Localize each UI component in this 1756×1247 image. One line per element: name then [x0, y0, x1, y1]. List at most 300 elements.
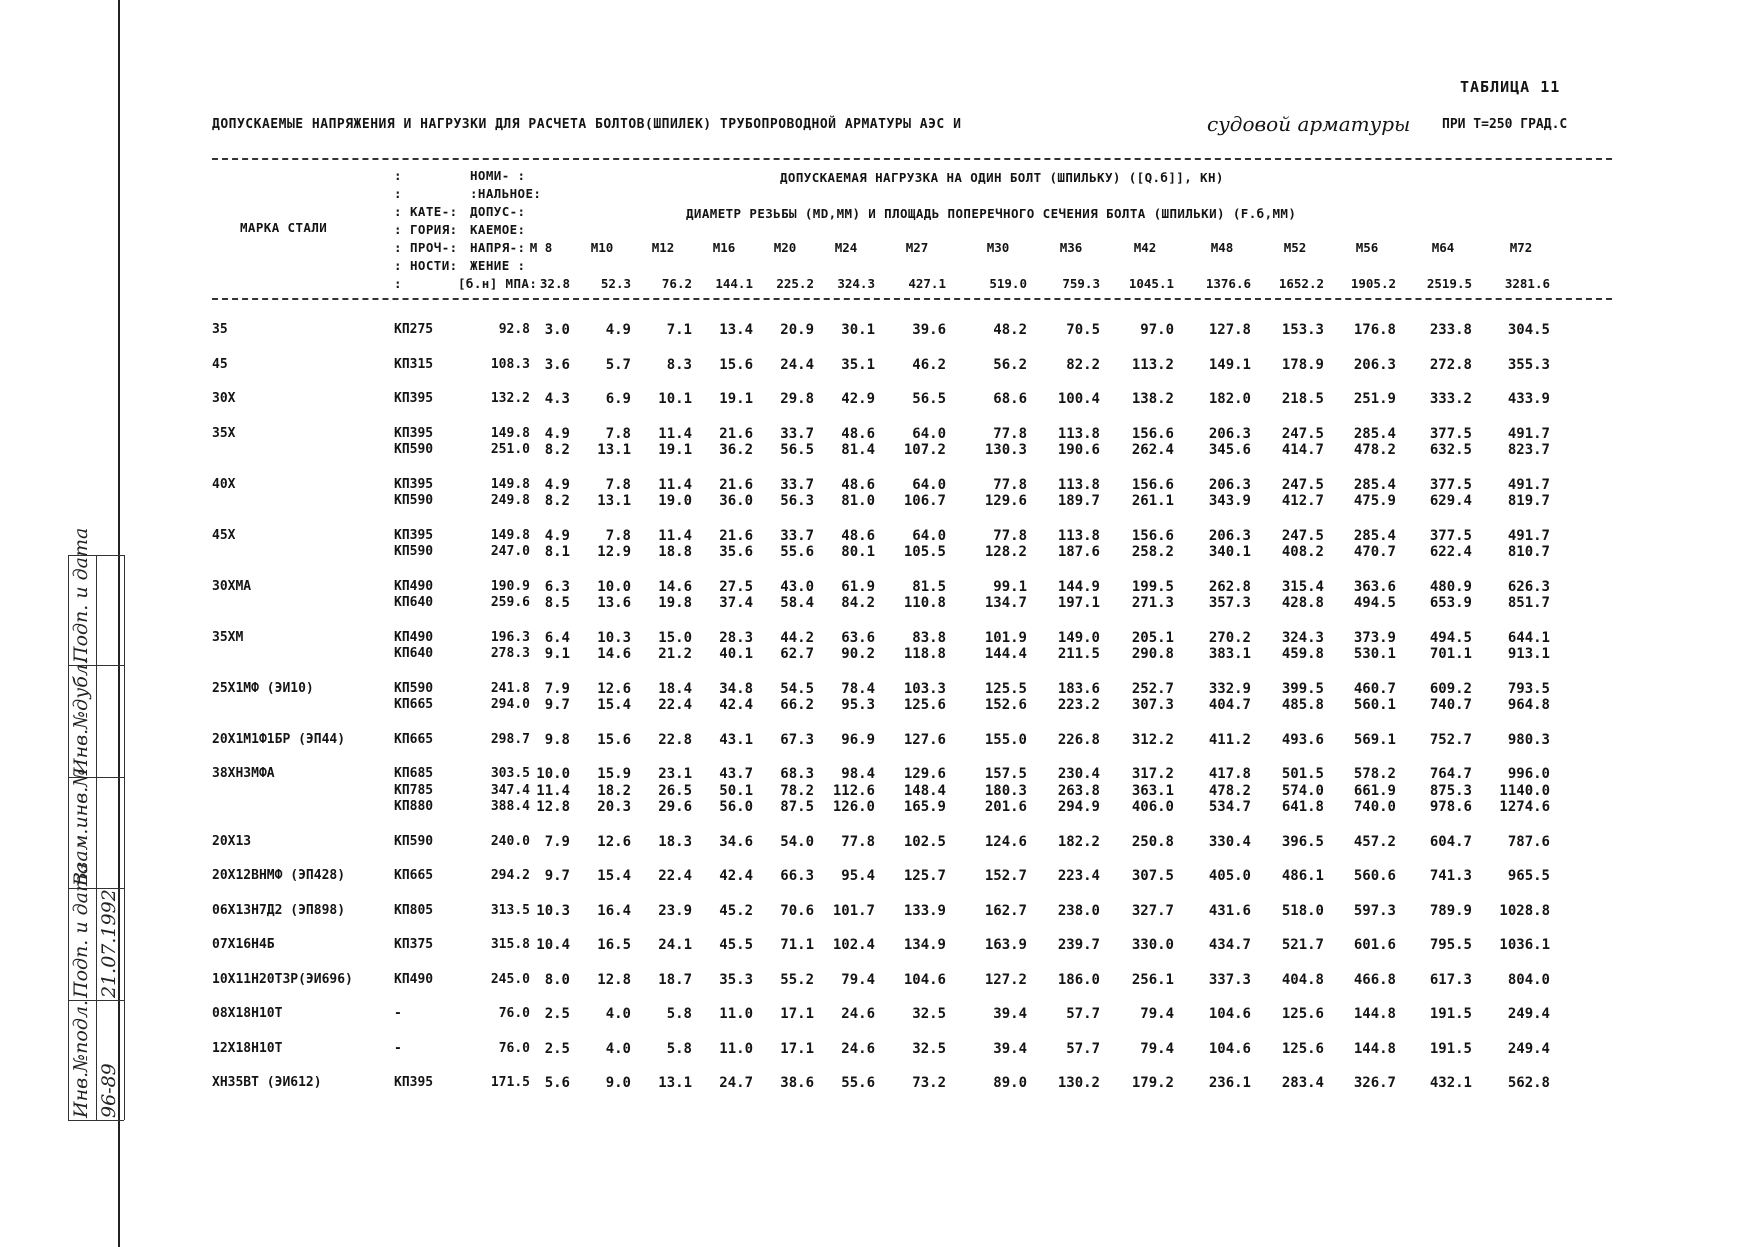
allowable-load: 7.1: [666, 322, 692, 338]
allowable-load: 3.6: [544, 356, 570, 373]
allowable-load: 77.8: [993, 425, 1027, 442]
allowable-stress: 241.8: [490, 680, 530, 696]
allowable-load: 996.0: [1507, 766, 1550, 782]
allowable-load: 162.7: [984, 902, 1027, 919]
allowable-load: 913.1: [1507, 646, 1550, 662]
allowable-load: 21.2: [658, 646, 692, 662]
allowable-load: 11.4: [658, 425, 692, 442]
allowable-load: 10.0: [536, 766, 570, 782]
allowable-load: 20.3: [597, 799, 631, 815]
allowable-load: 494.5: [1429, 629, 1472, 646]
strength-category: КП395: [394, 527, 434, 543]
allowable-load: 48.2: [993, 322, 1027, 338]
document-title-handwritten: судовой арматуры: [1207, 112, 1411, 136]
table-top-rule: [212, 158, 1612, 160]
allowable-load: 406.0: [1131, 799, 1174, 815]
allowable-load: 741.3: [1429, 868, 1472, 884]
allowable-load: 4.9: [544, 476, 570, 493]
allowable-load: 629.4: [1429, 493, 1472, 509]
steel-grade-9: 20Х1М1Ф1БР (ЭП44): [212, 731, 346, 747]
allowable-load: 22.4: [658, 697, 692, 713]
allowable-load: 9.8: [544, 731, 570, 748]
strength-category: КП685: [394, 766, 434, 781]
allowable-stress: 76.0: [498, 1040, 530, 1056]
allowable-load: 64.0: [912, 425, 946, 442]
allowable-load: 396.5: [1281, 833, 1324, 850]
allowable-load: 494.5: [1353, 595, 1396, 611]
allowable-load: 206.3: [1208, 527, 1251, 544]
allowable-load: 285.4: [1353, 425, 1396, 442]
allowable-load: 176.8: [1353, 322, 1396, 338]
allowable-load: 701.1: [1429, 646, 1472, 662]
allowable-load: 21.6: [719, 425, 753, 442]
steel-grade-16: 08Х18Н10Т: [212, 1006, 283, 1021]
strength-category: -: [394, 1040, 402, 1056]
allowable-load: 534.7: [1208, 799, 1251, 815]
area-14: 3281.6: [1504, 276, 1550, 291]
allowable-stress: 171.5: [490, 1075, 530, 1090]
allowable-load: 18.2: [597, 782, 631, 799]
strength-category: КП395: [394, 1075, 434, 1090]
allowable-load: 3.0: [544, 322, 570, 338]
allowable-load: 32.5: [912, 1006, 946, 1022]
allowable-load: 247.5: [1281, 476, 1324, 493]
allowable-load: 851.7: [1507, 595, 1550, 611]
strength-category: КП395: [394, 391, 434, 406]
stamp-label-orig-inv: Инв.№подл.: [70, 999, 92, 1118]
strength-category: КП590: [394, 544, 434, 559]
allowable-load: 55.2: [780, 971, 814, 988]
allowable-stress: 92.8: [498, 322, 530, 337]
allowable-load: 15.6: [597, 731, 631, 748]
allowable-load: 73.2: [912, 1075, 946, 1091]
allowable-load: 2.5: [544, 1040, 570, 1057]
allowable-load: 12.6: [597, 833, 631, 850]
allowable-load: 964.8: [1507, 697, 1550, 713]
allowable-load: 7.9: [544, 833, 570, 850]
diameter-5: М24: [834, 240, 858, 255]
document-title: ДОПУСКАЕМЫЕ НАПРЯЖЕНИЯ И НАГРУЗКИ ДЛЯ РАСЧЕТА БОЛТОВ(ШПИЛЕК) ТРУБОПРОВОДНОЙ АРМАТУРЫ АЭС И: [212, 117, 962, 132]
allowable-load: 383.1: [1208, 646, 1251, 662]
allowable-load: 130.3: [984, 442, 1027, 458]
allowable-load: 262.8: [1208, 578, 1251, 595]
allowable-load: 256.1: [1131, 971, 1174, 988]
allowable-load: 66.2: [780, 697, 814, 713]
table-header-rule: [212, 298, 1612, 300]
allowable-load: 187.6: [1057, 544, 1100, 560]
allowable-load: 11.0: [719, 1006, 753, 1022]
strength-category: КП640: [394, 646, 434, 661]
allowable-load: 340.1: [1208, 544, 1251, 560]
allowable-load: 14.6: [597, 646, 631, 662]
stress-header-2: :НАЛЬНОЕ:: [470, 186, 542, 201]
allowable-load: 113.8: [1057, 527, 1100, 544]
allowable-load: 44.2: [780, 629, 814, 646]
allowable-load: 10.3: [597, 629, 631, 646]
allowable-load: 129.6: [903, 766, 946, 782]
load-header: ДОПУСКАЕМАЯ НАГРУЗКА НА ОДИН БОЛТ (ШПИЛЬКУ) ([Q.б]], КН): [780, 170, 1224, 185]
allowable-load: 205.1: [1131, 629, 1174, 646]
steel-grade-2: 30Х: [212, 391, 236, 406]
allowable-load: 632.5: [1429, 442, 1472, 458]
strength-category: КП640: [394, 595, 434, 610]
allowable-load: 43.0: [780, 578, 814, 595]
allowable-load: 83.8: [912, 629, 946, 646]
allowable-load: 223.4: [1057, 868, 1100, 884]
allowable-load: 48.6: [841, 476, 875, 493]
allowable-load: 26.5: [658, 782, 692, 799]
allowable-load: 11.4: [536, 782, 570, 799]
allowable-load: 125.6: [1281, 1006, 1324, 1022]
strength-category: КП590: [394, 442, 434, 457]
allowable-load: 486.1: [1281, 868, 1324, 884]
allowable-load: 653.9: [1429, 595, 1472, 611]
steel-grade-4: 40Х: [212, 476, 236, 492]
allowable-load: 13.1: [658, 1075, 692, 1091]
allowable-load: 48.6: [841, 527, 875, 544]
allowable-load: 178.9: [1281, 356, 1324, 373]
allowable-load: 56.3: [780, 493, 814, 509]
allowable-load: 7.8: [605, 476, 631, 493]
allowable-load: 104.6: [1208, 1040, 1251, 1057]
allowable-load: 113.8: [1057, 476, 1100, 493]
allowable-load: 270.2: [1208, 629, 1251, 646]
allowable-load: 434.7: [1208, 937, 1251, 953]
allowable-load: 9.1: [544, 646, 570, 662]
allowable-load: 404.8: [1281, 971, 1324, 988]
allowable-stress: 196.3: [490, 629, 530, 645]
allowable-load: 206.3: [1208, 425, 1251, 442]
allowable-load: 4.0: [605, 1040, 631, 1057]
allowable-load: 34.8: [719, 680, 753, 697]
allowable-load: 239.7: [1057, 937, 1100, 953]
allowable-load: 478.2: [1208, 782, 1251, 799]
allowable-load: 223.2: [1057, 697, 1100, 713]
allowable-load: 48.6: [841, 425, 875, 442]
allowable-load: 97.0: [1140, 322, 1174, 338]
allowable-load: 199.5: [1131, 578, 1174, 595]
allowable-load: 56.2: [993, 356, 1027, 373]
allowable-load: 333.2: [1429, 391, 1472, 407]
allowable-load: 138.2: [1131, 391, 1174, 407]
allowable-stress: 108.3: [490, 356, 530, 372]
allowable-load: 491.7: [1507, 476, 1550, 493]
allowable-load: 324.3: [1281, 629, 1324, 646]
allowable-load: 82.2: [1066, 356, 1100, 373]
steel-grade-13: 06Х13Н7Д2 (ЭП898): [212, 902, 346, 918]
allowable-load: 597.3: [1353, 902, 1396, 919]
steel-grade-12: 20Х12ВНМФ (ЭП428): [212, 868, 346, 883]
allowable-load: 127.2: [984, 971, 1027, 988]
allowable-load: 377.5: [1429, 476, 1472, 493]
allowable-load: 144.8: [1353, 1006, 1396, 1022]
allowable-load: 101.7: [832, 902, 875, 919]
allowable-load: 155.0: [984, 731, 1027, 748]
allowable-load: 8.2: [544, 442, 570, 458]
allowable-load: 103.3: [903, 680, 946, 697]
allowable-load: 226.8: [1057, 731, 1100, 748]
steel-grade-3: 35Х: [212, 425, 236, 441]
allowable-load: 56.5: [912, 391, 946, 407]
allowable-load: 263.8: [1057, 782, 1100, 799]
allowable-load: 50.1: [719, 782, 753, 799]
area-8: 759.3: [1062, 276, 1100, 291]
allowable-load: 13.4: [719, 322, 753, 338]
allowable-load: 6.9: [605, 391, 631, 407]
allowable-load: 106.7: [903, 493, 946, 509]
allowable-load: 110.8: [903, 595, 946, 611]
allowable-load: 33.7: [780, 527, 814, 544]
allowable-load: 644.1: [1507, 629, 1550, 646]
allowable-load: 55.6: [780, 544, 814, 560]
allowable-load: 99.1: [993, 578, 1027, 595]
allowable-load: 129.6: [984, 493, 1027, 509]
allowable-load: 470.7: [1353, 544, 1396, 560]
allowable-load: 10.0: [597, 578, 631, 595]
allowable-load: 125.5: [984, 680, 1027, 697]
allowable-load: 68.6: [993, 391, 1027, 407]
allowable-load: 307.3: [1131, 697, 1174, 713]
steel-grade-6: 30ХМА: [212, 578, 252, 594]
allowable-load: 271.3: [1131, 595, 1174, 611]
area-0: 32.8: [539, 276, 570, 291]
allowable-load: 61.9: [841, 578, 875, 595]
allowable-load: 432.1: [1429, 1075, 1472, 1091]
allowable-load: 433.9: [1507, 391, 1550, 407]
allowable-load: 457.2: [1353, 833, 1396, 850]
allowable-load: 285.4: [1353, 527, 1396, 544]
area-6: 427.1: [908, 276, 946, 291]
allowable-load: 40.1: [719, 646, 753, 662]
allowable-load: 197.1: [1057, 595, 1100, 611]
allowable-load: 87.5: [780, 799, 814, 815]
allowable-load: 152.7: [984, 868, 1027, 884]
allowable-load: 79.4: [1140, 1040, 1174, 1057]
allowable-load: 18.4: [658, 680, 692, 697]
allowable-stress: 294.2: [490, 868, 530, 883]
allowable-load: 15.0: [658, 629, 692, 646]
allowable-load: 24.6: [841, 1006, 875, 1022]
allowable-load: 56.5: [780, 442, 814, 458]
stamp-label-replace-inv: Взам.инв.№: [70, 768, 92, 886]
allowable-load: 819.7: [1507, 493, 1550, 509]
allowable-load: 211.5: [1057, 646, 1100, 662]
stress-header-4: КАЕМОЕ:: [470, 222, 526, 237]
allowable-load: 17.1: [780, 1040, 814, 1057]
steel-grade-11: 20Х13: [212, 833, 252, 849]
allowable-load: 789.9: [1429, 902, 1472, 919]
stress-header-6: ЖЕНИЕ :: [470, 258, 526, 273]
area-13: 2519.5: [1426, 276, 1472, 291]
allowable-load: 79.4: [841, 971, 875, 988]
allowable-load: 54.0: [780, 833, 814, 850]
allowable-load: 64.0: [912, 476, 946, 493]
allowable-load: 54.5: [780, 680, 814, 697]
area-4: 225.2: [776, 276, 814, 291]
allowable-load: 24.7: [719, 1075, 753, 1091]
allowable-load: 84.2: [841, 595, 875, 611]
category-header-4: НОСТИ:: [410, 258, 458, 273]
allowable-load: 414.7: [1281, 442, 1324, 458]
allowable-load: 327.7: [1131, 902, 1174, 919]
strength-category: КП395: [394, 476, 434, 492]
steel-grade-14: 07Х16Н4Б: [212, 937, 275, 952]
allowable-load: 343.9: [1208, 493, 1251, 509]
allowable-load: 459.8: [1281, 646, 1324, 662]
allowable-load: 377.5: [1429, 425, 1472, 442]
allowable-load: 112.6: [832, 782, 875, 799]
allowable-load: 104.6: [903, 971, 946, 988]
allowable-load: 57.7: [1066, 1040, 1100, 1057]
allowable-load: 15.6: [719, 356, 753, 373]
allowable-load: 32.5: [912, 1040, 946, 1057]
allowable-load: 261.1: [1131, 493, 1174, 509]
steel-grade-10: 38ХН3МФА: [212, 766, 275, 781]
allowable-load: 764.7: [1429, 766, 1472, 782]
allowable-load: 578.2: [1353, 766, 1396, 782]
allowable-load: 12.8: [597, 971, 631, 988]
allowable-load: 793.5: [1507, 680, 1550, 697]
allowable-load: 501.5: [1281, 766, 1324, 782]
allowable-load: 67.3: [780, 731, 814, 748]
allowable-load: 90.2: [841, 646, 875, 662]
allowable-load: 218.5: [1281, 391, 1324, 407]
allowable-load: 466.8: [1353, 971, 1396, 988]
allowable-stress: 149.8: [490, 476, 530, 492]
stress-header-1: НОМИ- :: [470, 168, 526, 183]
allowable-load: 149.0: [1057, 629, 1100, 646]
allowable-stress: 388.4: [490, 799, 530, 814]
allowable-load: 35.3: [719, 971, 753, 988]
allowable-load: 153.3: [1281, 322, 1324, 338]
allowable-load: 787.6: [1507, 833, 1550, 850]
allowable-load: 17.1: [780, 1006, 814, 1022]
allowable-load: 191.5: [1429, 1040, 1472, 1057]
allowable-load: 46.2: [912, 356, 946, 373]
allowable-load: 165.9: [903, 799, 946, 815]
allowable-load: 478.2: [1353, 442, 1396, 458]
allowable-load: 283.4: [1281, 1075, 1324, 1091]
allowable-stress: 303.5: [490, 766, 530, 781]
allowable-load: 133.9: [903, 902, 946, 919]
allowable-load: 107.2: [903, 442, 946, 458]
stamp-label-sign-date: Подп. и дата: [70, 527, 92, 663]
allowable-load: 62.7: [780, 646, 814, 662]
allowable-load: 9.0: [605, 1075, 631, 1091]
allowable-load: 33.7: [780, 476, 814, 493]
allowable-load: 125.6: [1281, 1040, 1324, 1057]
allowable-load: 405.0: [1208, 868, 1251, 884]
allowable-load: 332.9: [1208, 680, 1251, 697]
allowable-load: 19.8: [658, 595, 692, 611]
diameter-8: М36: [1059, 240, 1083, 255]
table-number: ТАБЛИЦА 11: [1460, 78, 1561, 96]
allowable-load: 70.6: [780, 902, 814, 919]
allowable-load: 201.6: [984, 799, 1027, 815]
allowable-load: 16.4: [597, 902, 631, 919]
allowable-load: 337.3: [1208, 971, 1251, 988]
allowable-load: 183.6: [1057, 680, 1100, 697]
strength-category: -: [394, 1006, 402, 1021]
category-header-3: ПРОЧ-:: [410, 240, 458, 255]
allowable-load: 875.3: [1429, 782, 1472, 799]
diameter-header: ДИАМЕТР РЕЗЬБЫ (MD,ММ) И ПЛОЩАДЬ ПОПЕРЕЧНОГО СЕЧЕНИЯ БОЛТА (ШПИЛЬКИ) (F.б,ММ): [686, 206, 1297, 221]
allowable-load: 9.7: [544, 868, 570, 884]
allowable-load: 8.2: [544, 493, 570, 509]
allowable-load: 363.1: [1131, 782, 1174, 799]
diameter-11: М52: [1283, 240, 1307, 255]
strength-category: КП590: [394, 833, 434, 849]
allowable-load: 38.6: [780, 1075, 814, 1091]
allowable-load: 1036.1: [1499, 937, 1550, 953]
strength-category: КП805: [394, 902, 434, 918]
allowable-load: 521.7: [1281, 937, 1324, 953]
allowable-load: 35.6: [719, 544, 753, 560]
allowable-load: 230.4: [1057, 766, 1100, 782]
allowable-load: 247.5: [1281, 425, 1324, 442]
allowable-load: 249.4: [1507, 1006, 1550, 1022]
allowable-load: 238.0: [1057, 902, 1100, 919]
allowable-load: 125.6: [903, 697, 946, 713]
allowable-load: 64.0: [912, 527, 946, 544]
diameter-13: М64: [1431, 240, 1455, 255]
allowable-stress: 245.0: [490, 971, 530, 987]
allowable-load: 45.2: [719, 902, 753, 919]
allowable-load: 15.9: [597, 766, 631, 782]
allowable-load: 96.9: [841, 731, 875, 748]
allowable-load: 55.6: [841, 1075, 875, 1091]
allowable-load: 81.0: [841, 493, 875, 509]
document-title-temperature: ПРИ Т=250 ГРАД.С: [1442, 117, 1568, 132]
allowable-load: 8.3: [666, 356, 692, 373]
allowable-load: 236.1: [1208, 1075, 1251, 1091]
allowable-load: 127.8: [1208, 322, 1251, 338]
allowable-load: 101.9: [984, 629, 1027, 646]
strength-category: КП590: [394, 493, 434, 508]
allowable-load: 262.4: [1131, 442, 1174, 458]
allowable-load: 518.0: [1281, 902, 1324, 919]
allowable-load: 373.9: [1353, 629, 1396, 646]
allowable-load: 100.4: [1057, 391, 1100, 407]
allowable-load: 622.4: [1429, 544, 1472, 560]
allowable-load: 740.0: [1353, 799, 1396, 815]
allowable-load: 5.6: [544, 1075, 570, 1091]
allowable-load: 290.8: [1131, 646, 1174, 662]
allowable-load: 190.6: [1057, 442, 1100, 458]
allowable-load: 569.1: [1353, 731, 1396, 748]
allowable-stress: 294.0: [490, 697, 530, 712]
allowable-load: 12.9: [597, 544, 631, 560]
strength-category: КП665: [394, 731, 434, 747]
allowable-load: 326.7: [1353, 1075, 1396, 1091]
allowable-load: 4.3: [544, 391, 570, 407]
allowable-load: 27.5: [719, 578, 753, 595]
strength-category: КП880: [394, 799, 434, 814]
category-header-2: ГОРИЯ:: [410, 222, 458, 237]
allowable-stress: 278.3: [490, 646, 530, 661]
allowable-load: 95.3: [841, 697, 875, 713]
allowable-load: 480.9: [1429, 578, 1472, 595]
strength-category: КП375: [394, 937, 434, 952]
allowable-load: 34.6: [719, 833, 753, 850]
allowable-load: 77.8: [993, 476, 1027, 493]
allowable-load: 18.7: [658, 971, 692, 988]
allowable-load: 24.4: [780, 356, 814, 373]
allowable-stress: 247.0: [490, 544, 530, 559]
allowable-stress: 149.8: [490, 425, 530, 441]
allowable-load: 66.3: [780, 868, 814, 884]
allowable-load: 6.4: [544, 629, 570, 646]
